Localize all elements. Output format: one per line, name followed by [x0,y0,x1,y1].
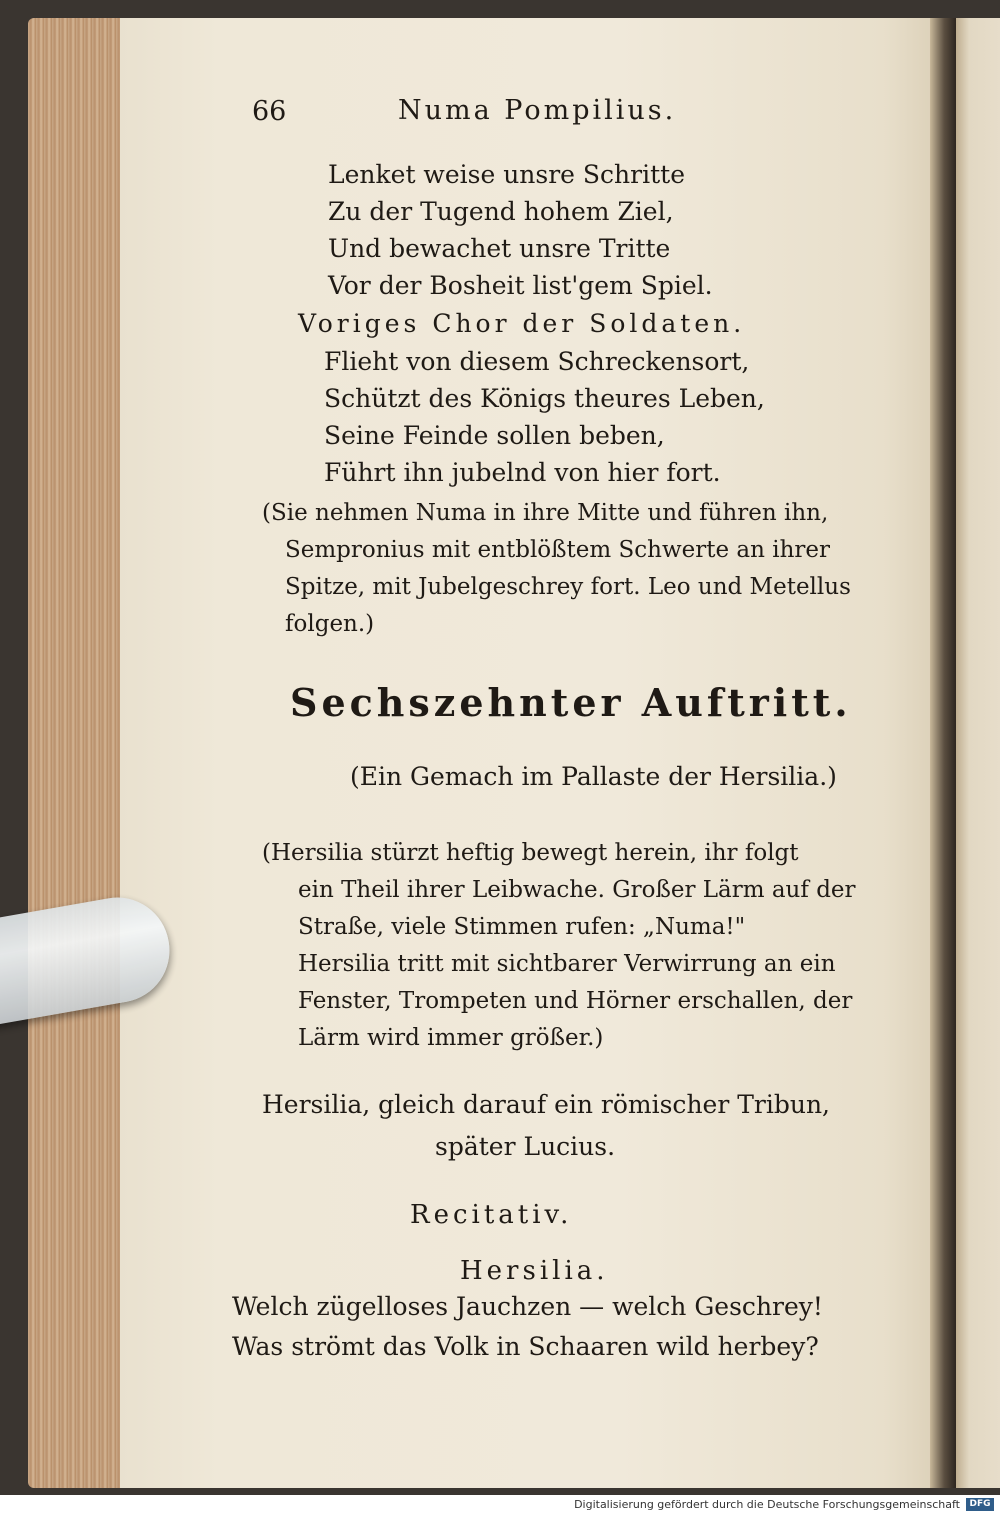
scene-setting: (Ein Gemach im Pallaste der Hersilia.) [350,762,837,791]
character-list-line: später Lucius. [435,1132,616,1161]
stage-direction-line: Lärm wird immer größer.) [298,1025,604,1051]
running-title: Numa Pompilius. [398,95,677,126]
verse-line: Welch zügelloses Jauchzen — welch Geschrey! [232,1292,823,1321]
speaker-name: Hersilia. [460,1256,609,1286]
verse-line: Flieht von diesem Schreckensort, [324,347,750,376]
verse-line: Zu der Tugend hohem Ziel, [328,197,674,226]
digitization-footer [0,1495,1000,1515]
verse-line: Lenket weise unsre Schritte [328,160,685,189]
stage-direction-line: Hersilia tritt mit sichtbarer Verwirrung an ein [298,951,836,977]
stage-direction-line: ein Theil ihrer Leibwache. Großer Lärm auf der [298,877,856,903]
chorus-heading: Voriges Chor der Soldaten. [298,309,746,338]
stage-direction-line: Fenster, Trompeten und Hörner erschallen, der [298,988,853,1014]
stage-direction-line: folgen.) [285,611,375,637]
footer-credit: Digitalisierung gefördert durch die Deutsche Forschungsgemeinschaft [574,1498,960,1511]
character-list-line: Hersilia, gleich darauf ein römischer Tribun, [262,1090,831,1119]
verse-line: Schützt des Königs theures Leben, [324,384,765,413]
book-gutter [930,18,956,1488]
verse-line: Vor der Bosheit list'gem Spiel. [328,271,713,300]
verse-line: Führt ihn jubelnd von hier fort. [324,458,721,487]
stage-direction-line: (Sie nehmen Numa in ihre Mitte und führen ihn, [262,500,829,526]
page-number: 66 [252,96,287,127]
recitative-heading: Recitativ. [410,1200,573,1230]
verse-line: Und bewachet unsre Tritte [328,234,671,263]
dfg-logo: DFG [966,1498,994,1511]
stage-direction-line: Sempronius mit entblößtem Schwerte an ihrer [285,537,831,563]
stage-direction-line: (Hersilia stürzt heftig bewegt herein, ihr folgt [262,840,799,866]
facing-page-edge [956,18,1000,1488]
verse-line: Was strömt das Volk in Schaaren wild herbey? [232,1332,819,1361]
stage-direction-line: Straße, viele Stimmen rufen: „Numa!" [298,914,746,940]
verse-line: Seine Feinde sollen beben, [324,421,665,450]
scene-heading: Sechszehnter Auftritt. [290,680,852,725]
stage-direction-line: Spitze, mit Jubelgeschrey fort. Leo und Metellus [285,574,851,600]
